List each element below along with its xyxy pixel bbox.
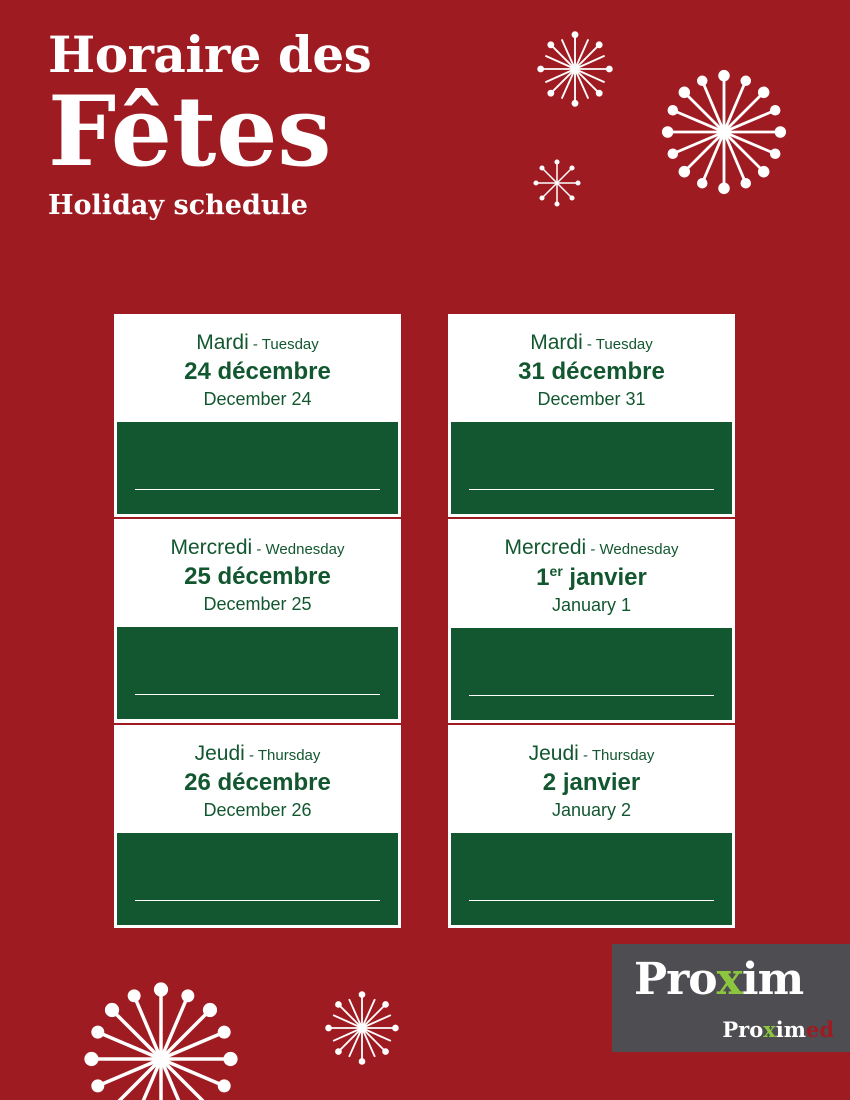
write-line xyxy=(135,489,380,490)
schedule-card xyxy=(448,314,735,517)
date-label-en: December 31 xyxy=(537,389,646,410)
date-month: janvier xyxy=(562,564,647,592)
page-subtitle: Holiday schedule xyxy=(48,190,308,221)
write-line xyxy=(469,900,714,901)
snowflake-icon xyxy=(536,30,614,108)
schedule-grid xyxy=(114,314,736,928)
write-line xyxy=(135,694,380,695)
day-label-en: Thursday xyxy=(257,747,321,765)
snowflake-icon xyxy=(660,68,788,196)
day-separator: - xyxy=(248,336,262,353)
schedule-card-header xyxy=(117,728,398,833)
poster-header xyxy=(48,25,372,221)
date-label-en: December 24 xyxy=(203,389,312,410)
day-label-en: Tuesday xyxy=(261,336,319,353)
day-label-en: Wednesday xyxy=(265,541,345,559)
schedule-card xyxy=(114,519,401,723)
date-label-fr: 31 décembre xyxy=(518,358,665,386)
snowflake-icon xyxy=(324,990,400,1066)
day-separator: - xyxy=(586,541,600,559)
day-label-en: Thursday xyxy=(591,747,655,765)
date-label-fr xyxy=(459,563,724,592)
date-label-fr: 24 décembre xyxy=(184,358,331,386)
schedule-card-header xyxy=(117,522,398,627)
schedule-card-header xyxy=(451,728,732,833)
logo-wordmark xyxy=(634,954,804,1005)
schedule-hours-area[interactable] xyxy=(451,628,732,720)
schedule-card-header xyxy=(117,317,398,422)
logo-sub-x-icon: x xyxy=(763,1017,776,1042)
page-title-line2: Fêtes xyxy=(48,75,332,188)
page-title-line1: Horaire des xyxy=(48,25,372,84)
day-separator: - xyxy=(244,747,258,765)
day-separator: - xyxy=(582,336,596,353)
snowflake-icon xyxy=(82,980,240,1100)
schedule-hours-area[interactable] xyxy=(117,627,398,719)
schedule-hours-area[interactable] xyxy=(117,833,398,925)
day-label-fr: Jeudi xyxy=(194,742,245,766)
schedule-card xyxy=(448,725,735,928)
logo-text-before: Pro xyxy=(634,954,717,1005)
date-label-en: December 26 xyxy=(203,800,312,821)
day-label-en: Tuesday xyxy=(595,336,653,353)
schedule-card xyxy=(114,314,401,517)
day-separator: - xyxy=(578,747,592,765)
logo-sub-before: Pro xyxy=(722,1017,764,1042)
write-line xyxy=(469,695,714,696)
date-label-en: December 25 xyxy=(203,594,312,615)
schedule-card xyxy=(448,519,735,723)
date-label-fr: 2 janvier xyxy=(542,769,641,797)
logo-subwordmark xyxy=(722,1019,834,1040)
day-label-fr: Jeudi xyxy=(528,742,579,766)
schedule-card-header xyxy=(451,522,732,628)
write-line xyxy=(135,900,380,901)
day-row xyxy=(459,742,724,765)
schedule-card xyxy=(114,725,401,928)
day-row xyxy=(459,331,724,354)
schedule-hours-area[interactable] xyxy=(117,422,398,514)
date-label-fr: 26 décembre xyxy=(184,769,331,797)
day-label-fr: Mercredi xyxy=(170,536,253,560)
logo-sub-mid: im xyxy=(775,1017,806,1042)
logo-sub-end: ed xyxy=(805,1017,834,1042)
date-label-fr: 25 décembre xyxy=(184,563,331,591)
day-row xyxy=(459,536,724,559)
date-label-en: January 1 xyxy=(551,595,632,616)
schedule-hours-area[interactable] xyxy=(451,833,732,925)
logo-x-icon: x xyxy=(716,954,742,1005)
date-ordinal: er xyxy=(549,563,563,580)
day-row xyxy=(125,331,390,354)
day-label-fr: Mercredi xyxy=(504,536,587,560)
date-label-en: January 2 xyxy=(551,800,632,821)
schedule-card-header xyxy=(451,317,732,422)
brand-logo xyxy=(612,944,850,1052)
write-line xyxy=(469,489,714,490)
day-row xyxy=(125,742,390,765)
snowflake-icon xyxy=(532,158,582,208)
schedule-hours-area[interactable] xyxy=(451,422,732,514)
day-label-fr: Mardi xyxy=(530,331,583,354)
date-number: 1 xyxy=(536,564,550,592)
day-separator: - xyxy=(252,541,266,559)
day-label-en: Wednesday xyxy=(599,541,679,559)
logo-text-after: im xyxy=(741,954,804,1005)
day-label-fr: Mardi xyxy=(196,331,249,354)
day-row xyxy=(125,536,390,559)
